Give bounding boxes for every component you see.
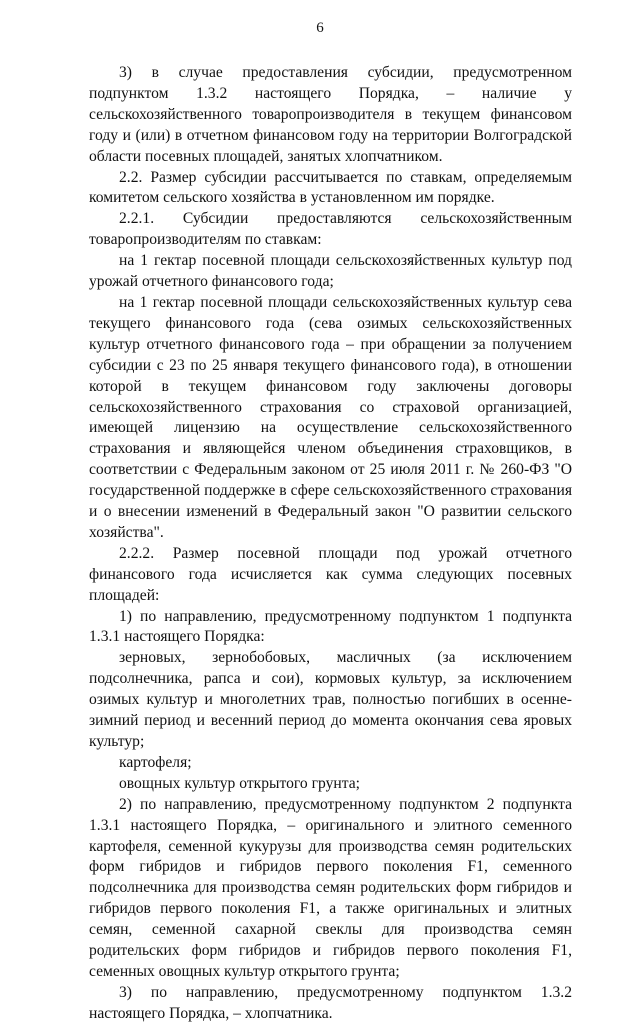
- paragraph-rate-last-year-harvest: на 1 гектар посевной площади сельскохозяйственных культур под урожай отчетного финансового года;: [89, 252, 572, 291]
- paragraph-2-2-1-rates: 2.2.1. Субсидии предоставляются сельскохозяйственным товаропроизводителям по ставкам:: [89, 210, 572, 249]
- paragraph-2-2-2-area-calculation: 2.2.2. Размер посевной площади под урожай отчетного финансового года исчисляется как сумма следующих посевных площадей:: [89, 544, 572, 604]
- paragraph-3-cotton-condition: 3) в случае предоставления субсидии, предусмотренном подпунктом 1.3.2 настоящего Порядка, – наличие у сельскохозяйственного товаропроизводителя в текущем финансовом году и (или) в отчетном финансовом году на территории Волгоградской области посевных площадей, занятых хлопчатником.: [89, 64, 572, 165]
- page-number: 6: [316, 20, 324, 36]
- paragraph-grain-crops: зерновых, зернобобовых, масличных (за исключением подсолнечника, рапса и сои), кормовых культур, за исключением озимых культур и многолетних трав, полностью погибших в осенне-зимний период и весенний период до момента окончания сева яровых культур;: [89, 649, 572, 750]
- paragraph-direction-2: 2) по направлению, предусмотренному подпунктом 2 подпункта 1.3.1 настоящего Порядка, – оригинального и элитного семенного картофеля, семенной кукурузы для производства семян родительских форм гибридов и гибридов первого поколения F1, семенного подсолнечника для производства семян родительских форм гибридов и гибридов первого поколения F1, а также оригинальных и элитных семян, семенной сахарной свеклы для производства семян родительских форм гибридов и гибридов первого поколения F1, семенных овощных культур открытого грунта;: [89, 795, 572, 980]
- paragraph-direction-1: 1) по направлению, предусмотренному подпунктом 1 подпункта 1.3.1 настоящего Порядка:: [89, 607, 572, 646]
- paragraph-rate-current-year-sowing: на 1 гектар посевной площади сельскохозяйственных культур сева текущего финансового года (сева озимых сельскохозяйственных культур отчетного финансового года – при обращении за получением субсидии с 23 по 25 января текущего финансового года), в отношении которой в текущем финансовом году заключены договоры сельскохозяйственного страхования со страховой организацией, имеющей лицензию на осуществление сельскохозяйственного страхования и являющейся членом объединения страховщиков, в соответствии с Федеральным законом от 25 июля 2011 г. № 260-ФЗ "О государственной поддержке в сфере сельскохозяйственного страхования и о внесении изменений в Федеральный закон "О развитии сельского хозяйства".: [89, 293, 572, 541]
- document-body: [89, 63, 572, 1025]
- paragraph-potatoes: картофеля;: [119, 753, 192, 771]
- paragraph-2-2-subsidy-size: 2.2. Размер субсидии рассчитывается по ставкам, определяемым комитетом сельского хозяйства в установленном им порядке.: [89, 168, 572, 207]
- paragraph-vegetables: овощных культур открытого грунта;: [119, 774, 360, 792]
- paragraph-direction-3: 3) по направлению, предусмотренному подпунктом 1.3.2 настоящего Порядка, – хлопчатника.: [89, 983, 572, 1022]
